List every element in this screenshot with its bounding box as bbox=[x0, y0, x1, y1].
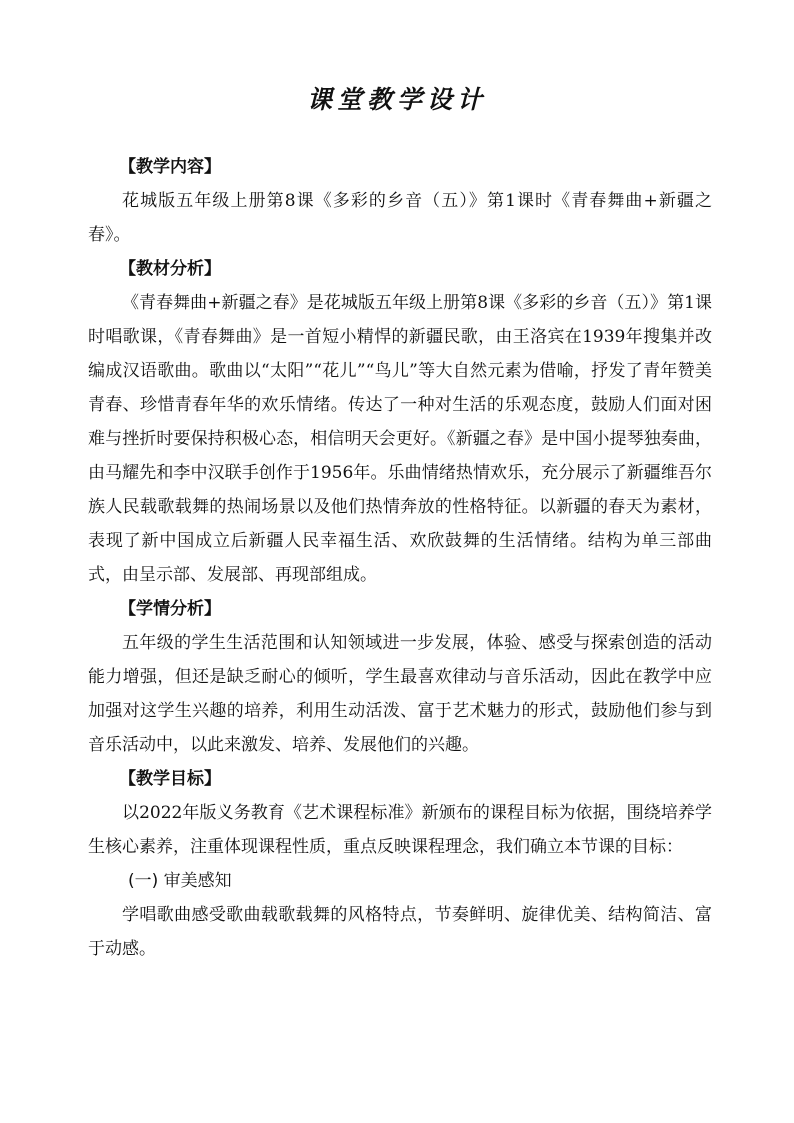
section-heading-teaching-goals: 【教学目标】 bbox=[119, 769, 221, 789]
section-heading-learner-analysis: 【学情分析】 bbox=[119, 599, 221, 619]
section-paragraph: 《青春舞曲+新疆之春》是花城版五年级上册第8课《多彩的乡音（五）》第1课时唱歌课，《青春舞曲》是一首短小精悍的新疆民歌，由王洛宾在1939年搜集并改编成汉语歌曲。歌曲以“太阳”“花儿”“鸟儿”等大自然元素为借喻，抒发了青年赞美青春、珍惜青春年华的欢乐情绪。传达了一种对生活的乐观态度，鼓励人们面对困难与挫折时要保持积极心态，相信明天会更好。《新疆之春》是中国小提琴独奏曲，由马耀先和李中汉联手创作于1956年。乐曲情绪热情欢乐，充分展示了新疆维吾尔族人民载歌载舞的热闹场景以及他们热情奔放的性格特征。以新疆的春天为素材，表现了新中国成立后新疆人民幸福生活、欢欣鼓舞的生活情绪。结构为单三部曲式，由呈示部、发展部、再现部组成。 bbox=[88, 293, 712, 585]
section-paragraph: 以2022年版义务教育《艺术课程标准》新颁布的课程目标为依据，围绕培养学生核心素养，注重体现课程性质，重点反映课程理念，我们确立本节课的目标： bbox=[88, 803, 712, 857]
section-heading-material-analysis: 【教材分析】 bbox=[119, 259, 221, 279]
section-paragraph: 学唱歌曲感受歌曲载歌载舞的风格特点，节奏鲜明、旋律优美、结构简洁、富于动感。 bbox=[88, 905, 712, 959]
section-paragraph: 五年级的学生生活范围和认知领域进一步发展，体验、感受与探索创造的活动能力增强，但还是缺乏耐心的倾听，学生最喜欢律动与音乐活动，因此在教学中应加强对这学生兴趣的培养，利用生动活泼、富于艺术魅力的形式，鼓励他们参与到音乐活动中，以此来激发、培养、发展他们的兴趣。 bbox=[88, 633, 712, 755]
document-body bbox=[88, 150, 712, 966]
section-heading-content: 【教学内容】 bbox=[119, 157, 221, 177]
page-title: 课堂教学设计 bbox=[306, 85, 487, 114]
section-paragraph: 花城版五年级上册第8课《多彩的乡音（五）》第1课时《青春舞曲+新疆之春》。 bbox=[88, 191, 712, 245]
subsection-heading-aesthetic-perception: (一) 审美感知 bbox=[128, 871, 232, 891]
